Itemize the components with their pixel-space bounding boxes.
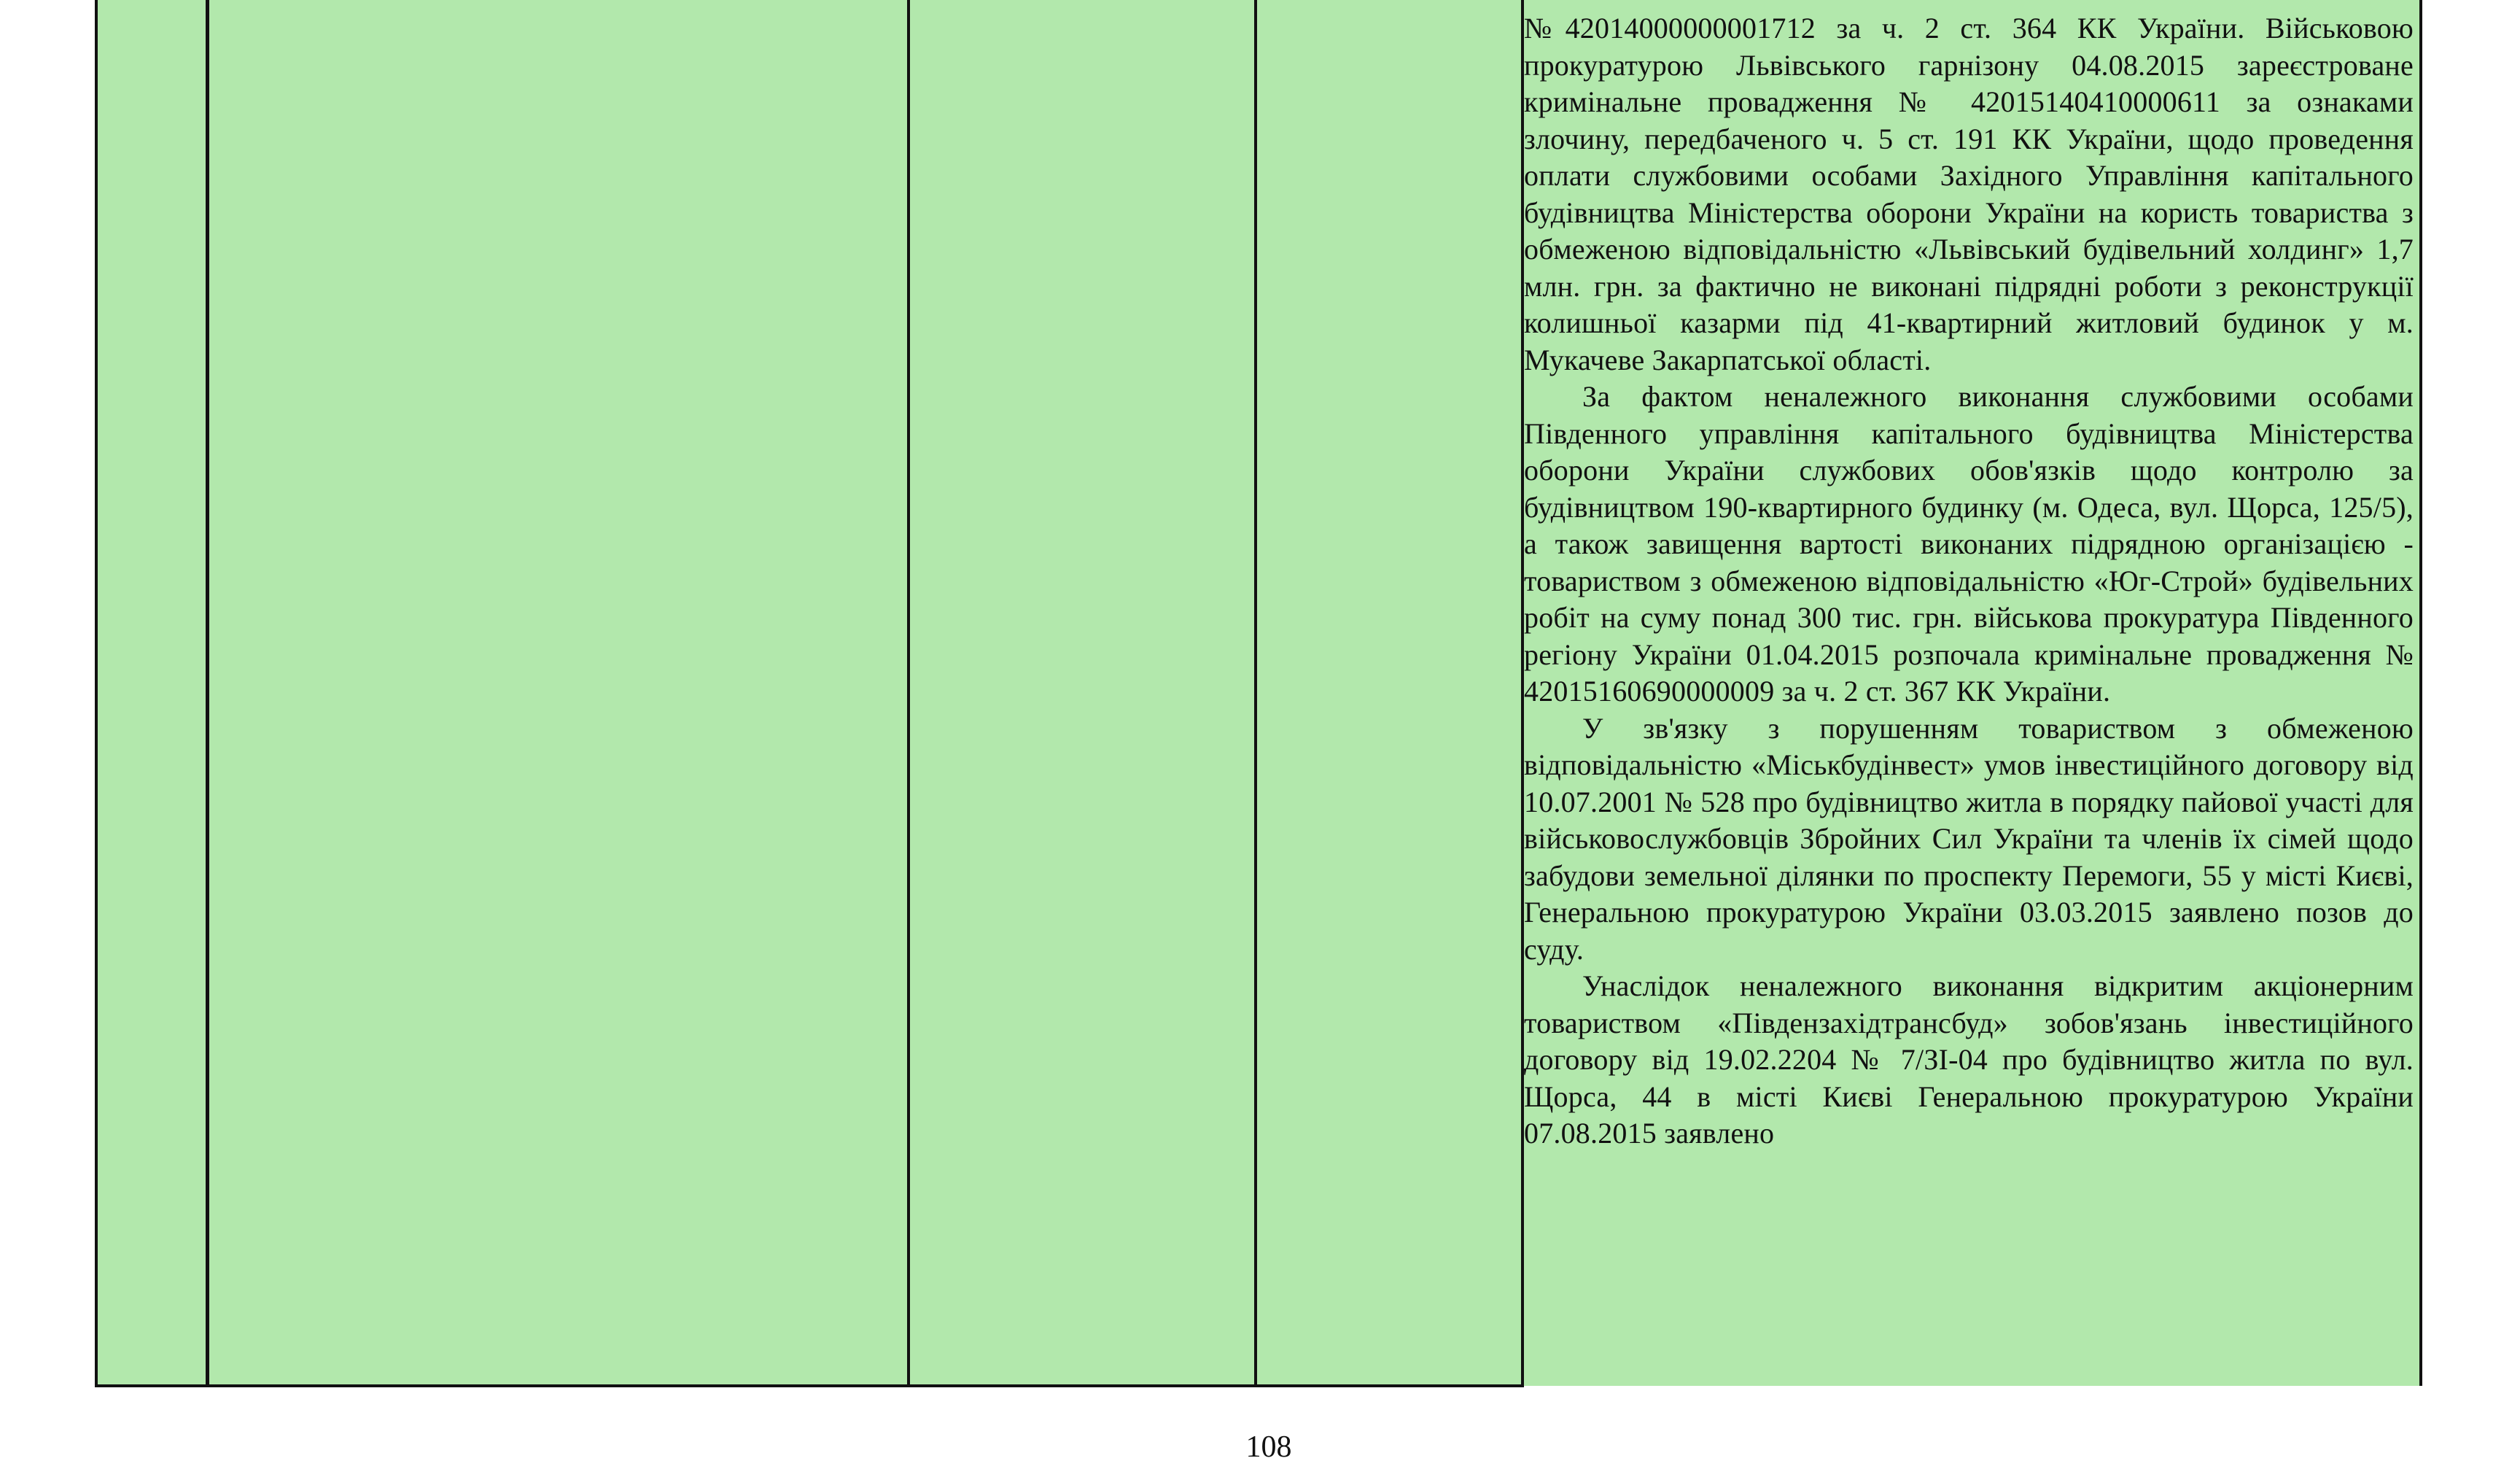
column-divider-3 bbox=[1254, 0, 1257, 1386]
column-divider-1 bbox=[206, 0, 209, 1386]
paragraph: У зв'язку з порушенням товариством з обмеженою відповідальністю «Міськбудінвест» умов інвестиційного договору від 10.07.2001 № 528 про будівництво житла в порядку пайової участі для військовослужбовців Збройних Сил України та членів їх сімей щодо забудови земельної ділянки по проспекту Перемоги, 55 у місті Києві, Генеральною прокуратурою України 03.03.2015 заявлено позов до суду. bbox=[1524, 711, 2414, 966]
table-cell-text bbox=[1524, 10, 2414, 1389]
table-border-left bbox=[95, 0, 98, 1386]
paragraph: №42014000000001712 за ч. 2 ст. 364 КК України. Військовою прокуратурою Львівського гарнізону 04.08.2015 зареєстроване кримінальне провадження № 42015140410000611 за ознаками злочину, передбаченого ч. 5 ст. 191 КК України, щодо проведення оплати службовими особами Західного Управління капітального будівництва Міністерства оборони України на користь товариства з обмеженою відповідальністю «Львівський будівельний холдинг» 1,7 млн. грн. за фактично не виконані підрядні роботи з реконструкції колишньої казарми під 41-квартирний житловий будинок у м. Мукачеве Закарпатської області. bbox=[1524, 12, 2414, 376]
table-border-bottom bbox=[95, 1384, 1524, 1387]
page-number: 108 bbox=[1245, 1430, 1292, 1464]
table-border-right bbox=[2419, 0, 2422, 1386]
paragraph: За фактом неналежного виконання службовими особами Південного управління капітального будівництва Міністерства оборони України службових обов'язків щодо контролю за будівництвом 190-квартирного будинку (м. Одеса, вул. Щорса, 125/5), а також завищення вартості виконаних підрядною організацією - товариством з обмеженою відповідальністю «Юг-Строй» будівельних робіт на суму понад 300 тис. грн. військова прокуратура Південного регіону України 01.04.2015 розпочала кримінальне провадження № 42015160690000009 за ч. 2 ст. 367 КК України. bbox=[1524, 380, 2414, 708]
column-divider-2 bbox=[907, 0, 910, 1386]
paragraph: Унаслідок неналежного виконання відкритим акціонерним товариством «Південзахідтрансбуд» зобов'язань інвестиційного договору від 19.02.2204 № 7/ЗІ-04 про будівництво житла по вул. Щорса, 44 в місті Києві Генеральною прокуратурою України 07.08.2015 заявлено bbox=[1524, 969, 2414, 1150]
